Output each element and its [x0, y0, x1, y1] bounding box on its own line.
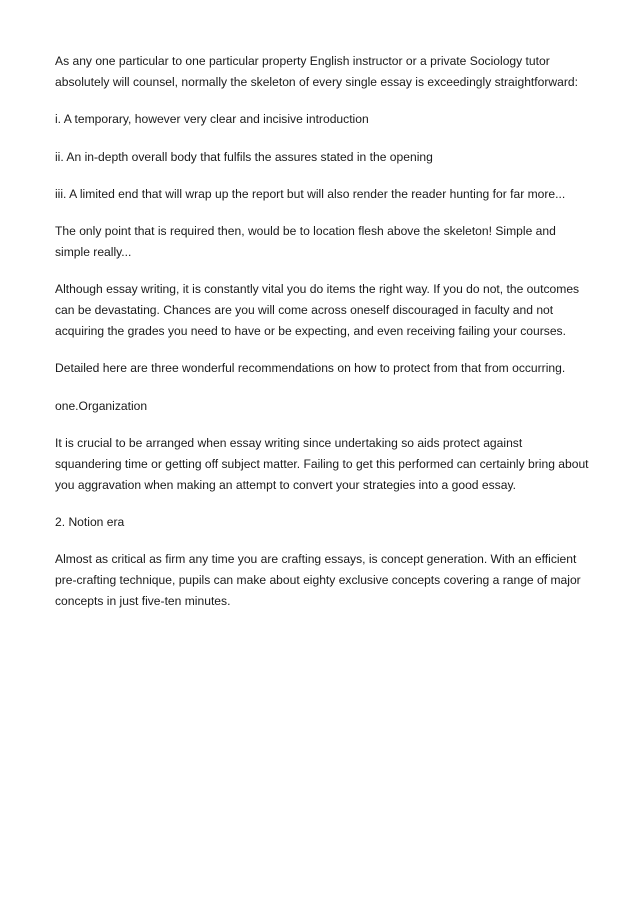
paragraph-skeleton: The only point that is required then, would be to location flesh above the skeleton! Simple and simple really...	[55, 224, 556, 259]
document-body	[55, 51, 590, 629]
paragraph-essay-writing: Although essay writing, it is constantly vital you do items the right way. If you do not, the outcomes can be devastating. Chances are you will come across oneself discouraged in faculty and not acquiring the grades you need to have or be expecting, and even receiving failing your courses.	[55, 282, 580, 339]
list-item-body: ii. An in-depth overall body that fulfils the assures stated in the opening	[55, 149, 433, 164]
list-item-introduction: i. A temporary, however very clear and incisive introduction	[55, 112, 369, 127]
paragraph-recommendations: Detailed here are three wonderful recommendations on how to protect from that from occurring.	[55, 361, 566, 376]
section-heading-organization: one.Organization	[55, 398, 148, 413]
paragraph-intro: As any one particular to one particular property English instructor or a private Sociology tutor absolutely will counsel, normally the skeleton of every single essay is exceedingly straightforward:	[55, 54, 578, 89]
paragraph-organization: It is crucial to be arranged when essay writing since undertaking so aids protect against squandering time or getting off subject matter. Failing to get this performed can certainly bring about you aggravation when making an attempt to convert your strategies into a good essay.	[55, 436, 589, 492]
paragraph-concept-generation: Almost as critical as firm any time you are crafting essays, is concept generation. With an efficient pre-crafting technique, pupils can make about eighty exclusive concepts covering a range of major concepts in just five-ten minutes.	[55, 552, 581, 609]
list-item-end: iii. A limited end that will wrap up the report but will also render the reader hunting for far more...	[55, 186, 566, 201]
section-heading-notion-era: 2. Notion era	[55, 515, 125, 530]
